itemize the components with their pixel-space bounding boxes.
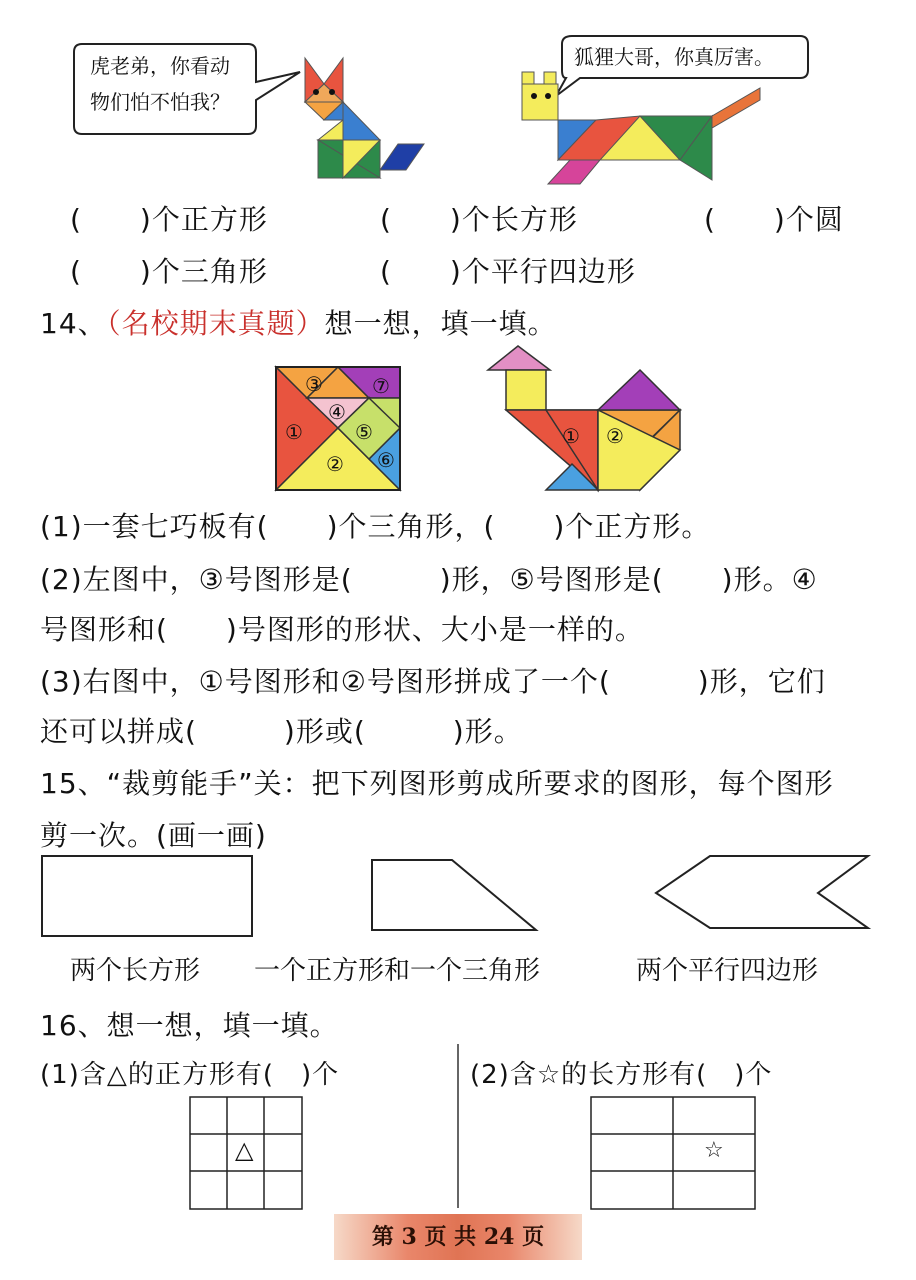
bird-piece-label-1: ① [562, 424, 581, 448]
bubble-left-line-2: 物们怕不怕我？ [90, 90, 230, 114]
page-number-footer: 第 3 页 共 24 页 [334, 1214, 582, 1260]
q16-part-1: (1)含△的正方形有( )个 [40, 1060, 340, 1090]
q15-caption-3: 两个平行四边形 [636, 956, 819, 986]
q14-line-1: (1)一套七巧板有( )个三角形，( )个正方形。 [40, 510, 711, 543]
triangle-icon: △ [235, 1136, 255, 1164]
q15-caption-1: 两个长方形 [70, 956, 201, 986]
q14-line-2: (2)左图中，③号图形是( )形，⑤号图形是( )形。④ [40, 563, 818, 596]
bubble-left-line-1: 虎老弟，你看动 [90, 54, 230, 78]
star-icon: ☆ [704, 1138, 725, 1163]
question-square-count: ( )个正方形 [70, 203, 268, 236]
piece-label-7: ⑦ [372, 374, 391, 398]
piece-label-1: ① [285, 420, 304, 444]
q16-part-2: (2)含☆的长方形有( )个 [470, 1060, 773, 1090]
piece-label-4: ④ [328, 400, 347, 424]
piece-label-2: ② [326, 452, 345, 476]
piece-label-6: ⑥ [377, 448, 396, 472]
question-triangle-count: ( )个三角形 [70, 255, 268, 288]
q14-number: 14、 [40, 307, 107, 340]
q16-title: 16、想一想，填一填。 [40, 1009, 339, 1042]
bubble-right-text: 狐狸大哥，你真厉害。 [574, 45, 774, 69]
grid-2x3 [591, 1097, 755, 1209]
q15-line-1: 15、“裁剪能手”关：把下列图形剪成所要求的图形，每个图形 [40, 767, 834, 800]
q14-line-3: 号图形和( )号图形的形状、大小是一样的。 [40, 613, 644, 646]
question-circle-count: ( )个圆 [704, 203, 844, 236]
q14-line-5: 还可以拼成( )形或( )形。 [40, 715, 523, 748]
question-rect-count: ( )个长方形 [380, 203, 578, 236]
question-parallelogram-count: ( )个平行四边形 [380, 255, 636, 288]
q14-tag: （名校期末真题） [106, 307, 325, 340]
bird-piece-label-2: ② [606, 424, 625, 448]
piece-label-3: ③ [305, 372, 324, 396]
q14-title: 想一想，填一填。 [324, 307, 557, 340]
piece-label-5: ⑤ [355, 420, 374, 444]
q15-caption-2: 一个正方形和一个三角形 [254, 956, 541, 986]
q14-line-4: (3)右图中，①号图形和②号图形拼成了一个( )形，它们 [40, 665, 826, 698]
q15-line-2: 剪一次。(画一画) [40, 819, 267, 852]
